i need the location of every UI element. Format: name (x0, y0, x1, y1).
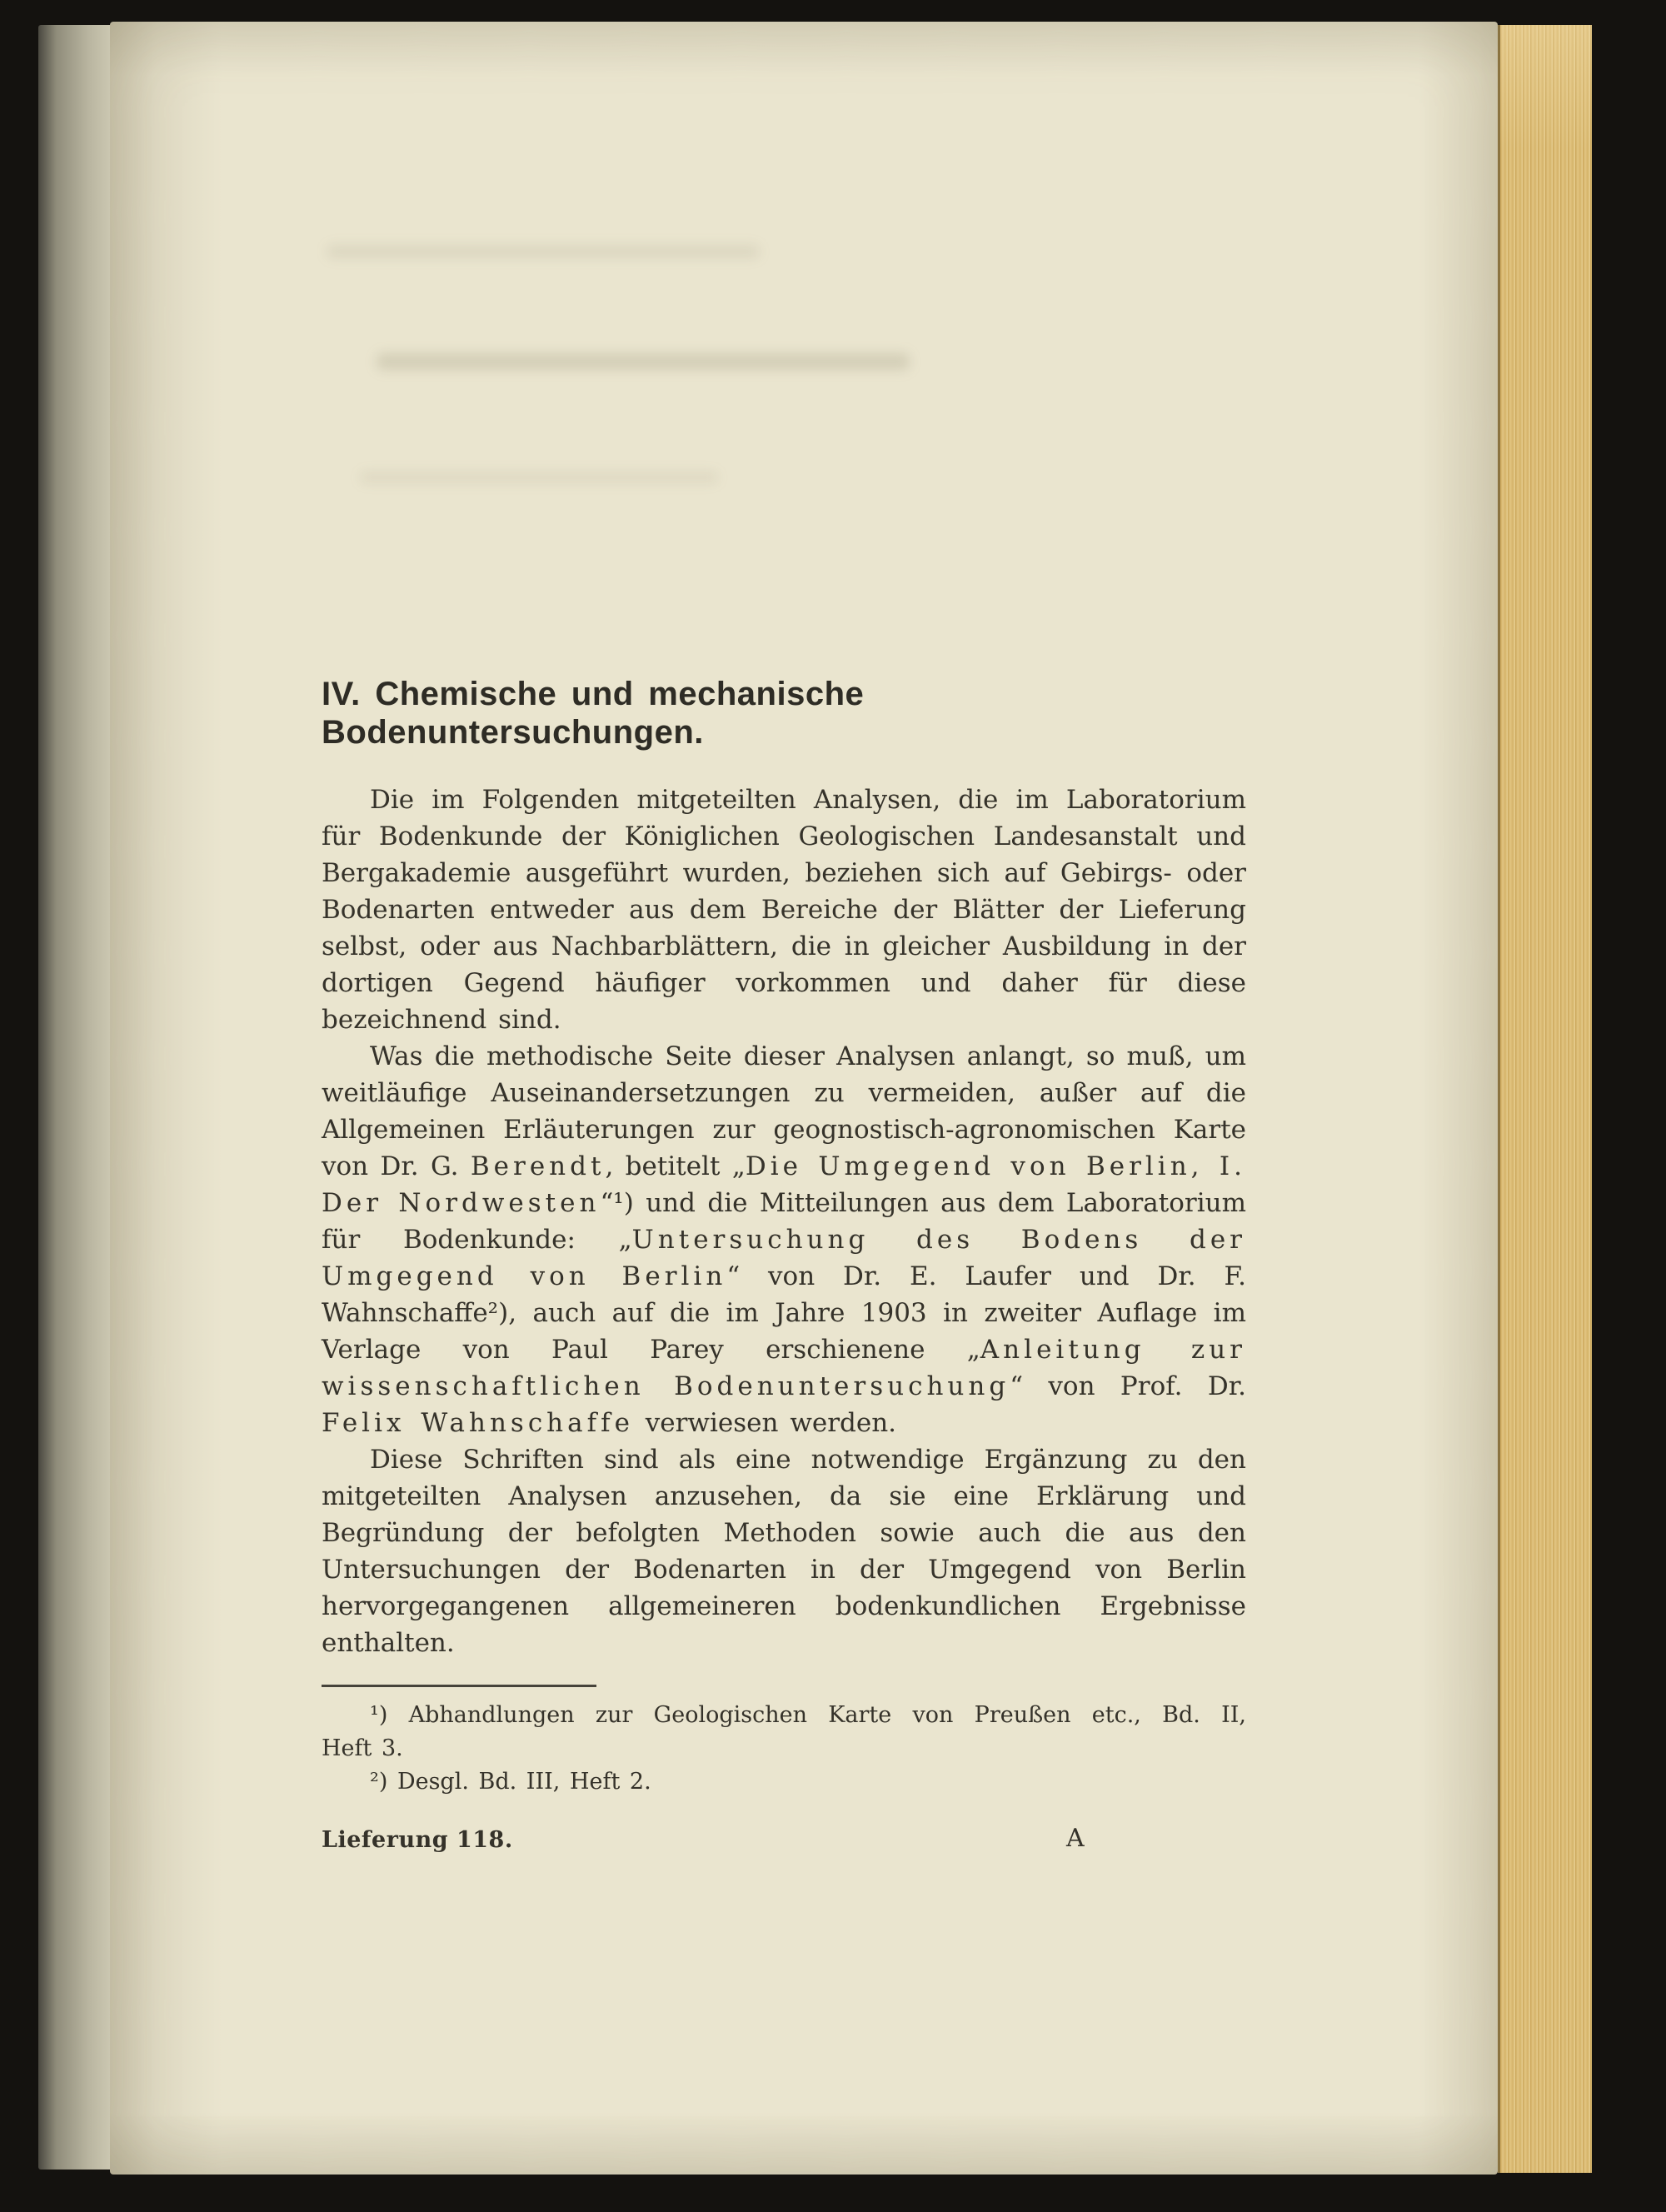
spaced-text: Anleitung zur wissenschaftlichen Bodenuntersuchung (322, 1335, 1246, 1401)
footer-imprint: Lieferung 118. (322, 1827, 513, 1853)
text-segment: verwiesen werden. (633, 1408, 897, 1438)
text-segment: “¹) und die Mitteilungen aus dem Laboratorium für Bodenkunde: „ (322, 1188, 1246, 1255)
text-segment: , betitelt „ (605, 1151, 746, 1181)
footnote-1 (322, 1699, 1246, 1765)
book-page (110, 22, 1498, 2175)
footnote-line: Heft 3. (322, 1735, 403, 1761)
footnote-line: ¹) Abhandlungen zur Geologischen Karte von Preußen etc., Bd. II, (370, 1702, 1246, 1728)
footnote-2: ²) Desgl. Bd. III, Heft 2. (370, 1769, 651, 1795)
text-column (322, 675, 1246, 1864)
showthrough-smudge (360, 472, 718, 483)
text-segment: “ von Dr. E. Laufer und Dr. F. Wahnschaffe²), auch auf die im Jahre 1903 in zweiter Auflage im Verlage von Paul Parey erschienene „ (322, 1261, 1246, 1365)
text-segment: “ von Prof. Dr. (1010, 1371, 1246, 1401)
text-segment: Was die methodische Seite dieser Analysen anlangt, so muß, um weitläufige Auseinandersetzungen zu vermeiden, außer auf die Allgemeinen Erläuterungen zur geognostisch-agronomischen Karte von Dr. G. (322, 1041, 1246, 1181)
showthrough-smudge (377, 353, 910, 370)
paragraph-3: Diese Schriften sind als eine notwendige Ergänzung zu den mitgeteilten Analysen anzusehen, da sie eine Erklärung und Begründung der befolgten Methoden sowie auch die aus den Untersuchungen der Bodenarten in der Umgegend von Berlin hervorgegangenen allgemeineren bodenkundlichen Ergebnisse enthalten. (322, 1445, 1246, 1658)
page-block-fore-edge (1498, 25, 1592, 2173)
page-footer (322, 1824, 1246, 1864)
section-heading: IV. Chemische und mechanische Bodenuntersuchungen. (322, 676, 865, 751)
spaced-text: Berendt (470, 1151, 606, 1181)
paragraph-2 (322, 1038, 1246, 1441)
footnote-separator (322, 1685, 596, 1687)
showthrough-smudge (327, 245, 760, 258)
spaced-text: Die Umgegend von Berlin, I. Der Nordwesten (322, 1151, 1247, 1218)
paragraph-1: Die im Folgenden mitgeteilten Analysen, die im Laboratorium für Bodenkunde der Königlichen Geologischen Landesanstalt und Bergakademie ausgeführt wurden, beziehen sich auf Gebirgs- oder Bodenarten entweder aus dem Bereiche der Blätter der Lieferung selbst, oder aus Nachbarblättern, die in gleicher Ausbildung in der dortigen Gegend häufiger vorkommen und daher für diese bezeichnend sind. (322, 785, 1246, 1035)
left-page-edge (38, 25, 110, 2170)
spaced-text: Untersuchung des Bodens der Umgegend von Berlin (322, 1225, 1246, 1291)
sheet-signature: A (1066, 1824, 1085, 1853)
spaced-text: Felix Wahnschaffe (322, 1408, 634, 1438)
